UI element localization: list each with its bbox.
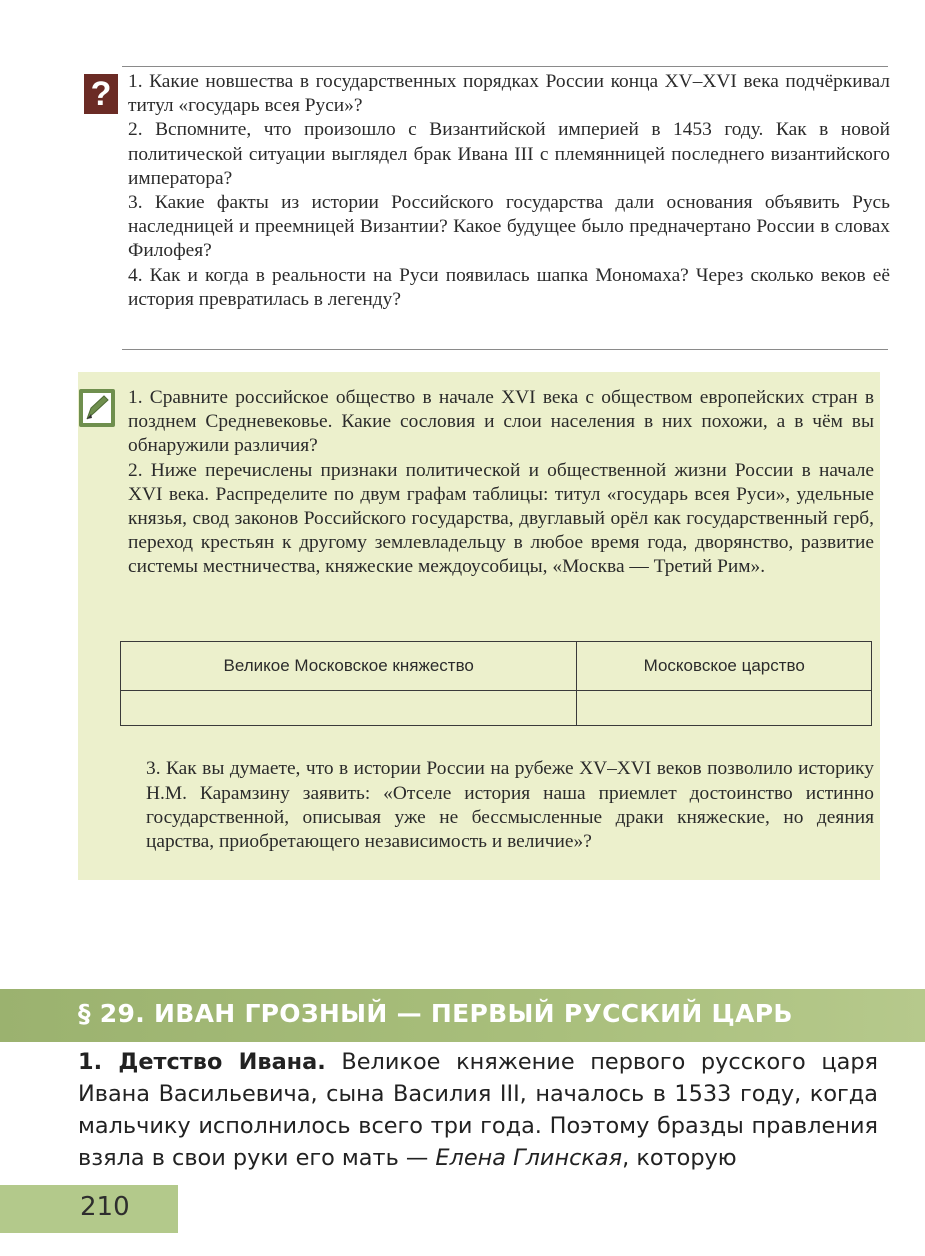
question-mark-icon: ?	[84, 74, 118, 114]
task-2: 2. Ниже перечислены признаки политической и общественной жизни России в начале XVI века. Распределите по двум графам таблицы: титул «государь всея Руси», удельные князья, свод законов Российского государства, двуглавый орёл как государственный герб, переход крестьян к другому землевладельцу в любое время года, дворянство, развитие системы местничества, княжеские междоусобицы, «Москва — Третий Рим».	[128, 459, 874, 578]
table-header-cell: Великое Московское княжество	[121, 642, 577, 691]
table-cell	[121, 691, 577, 726]
section-heading: 1. Детство Ивана.	[78, 1049, 326, 1075]
chapter-title: § 29. ИВАН ГРОЗНЫЙ — ПЕРВЫЙ РУССКИЙ ЦАРЬ	[78, 999, 793, 1028]
question-3: 3. Какие факты из истории Российского государства дали основания объявить Русь наследницей и преемницей Византии? Какое будущее было предначертано России в словах Филофея?	[128, 192, 890, 262]
review-questions	[128, 70, 890, 312]
table-header-row	[121, 642, 872, 691]
page-number: 210	[80, 1192, 130, 1222]
table-header-cell: Московское царство	[577, 642, 872, 691]
question-2: 2. Вспомните, что произошло с Византийской империей в 1453 году. Как в новой политической ситуации выглядел брак Ивана III с племянницей последнего византийского императора?	[128, 119, 890, 189]
pencil-icon	[78, 388, 116, 428]
body-text-2: , которую	[622, 1145, 737, 1171]
table-row	[121, 691, 872, 726]
task-1: 1. Сравните российское общество в начале XVI века с обществом европейских стран в позднем Средневековье. Какие сословия и слои населения в них похожи, а в чём вы обнаружили различия?	[128, 387, 874, 457]
italic-name: Елена Глинская	[435, 1145, 623, 1171]
task-3-text: 3. Как вы думаете, что в истории России на рубеже XV–XVI веков позволило историку Н.М. Карамзину заявить: «Отселе история наша приемлет достоинство истинно государственной, описывая уже не бессмысленные драки княжеские, но деяния царства, приобретающего независимость и величие»?	[146, 758, 874, 852]
body-paragraph	[78, 1046, 878, 1174]
question-1: 1. Какие новшества в государственных порядках России конца XV–XVI века подчёркивал титул «государь всея Руси»?	[128, 71, 890, 117]
sorting-table	[120, 641, 872, 726]
body-text-1: Великое княжение первого русского царя Ивана Васильевича, сына Василия III, началось в 1533 году, когда мальчику исполнилось всего три года. Поэтому бразды правления взяла в свои руки его мать —	[78, 1049, 878, 1171]
task-3	[146, 738, 874, 874]
bottom-divider	[122, 349, 888, 350]
top-divider	[122, 66, 888, 67]
table-cell	[577, 691, 872, 726]
question-4: 4. Как и когда в реальности на Руси появилась шапка Мономаха? Через сколько веков её история превратилась в легенду?	[128, 264, 890, 310]
tasks-list	[128, 386, 874, 580]
